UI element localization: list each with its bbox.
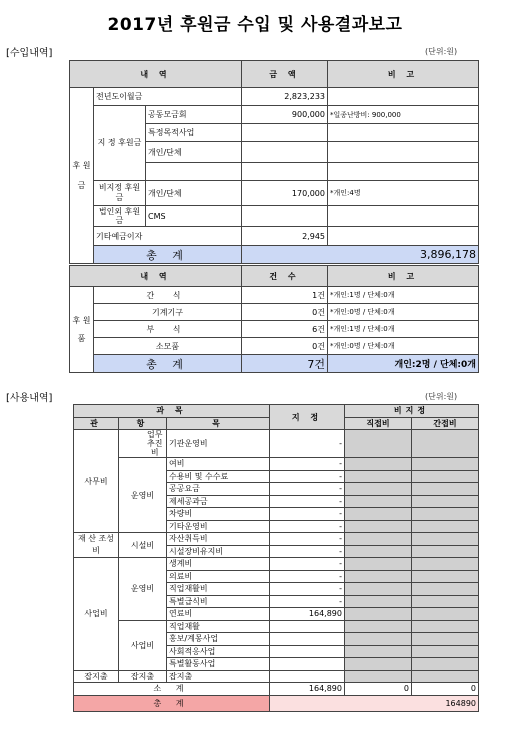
mok-item: 차량비	[167, 508, 270, 521]
table-row	[74, 558, 479, 571]
prev-month-label: 전년도이월금	[94, 88, 242, 106]
page-title: 2017년 후원금 수입 및 사용결과보고	[107, 15, 403, 35]
usage-header-nondesignated: 비지정	[345, 405, 479, 418]
mok-designated	[270, 670, 345, 683]
hang-reserve: 잡지출	[119, 670, 167, 683]
income-section-label: [수입내역]	[6, 48, 53, 59]
mok-designated: -	[270, 545, 345, 558]
usage-header-direct: 직접비	[345, 417, 412, 430]
mok-designated	[270, 645, 345, 658]
goods-item: 부 식	[94, 321, 242, 338]
mok-item: 공공요금	[167, 483, 270, 496]
table-row	[70, 304, 479, 321]
mok-designated: 164,890	[270, 608, 345, 621]
income-header-item: 내 역	[70, 61, 242, 88]
table-row	[74, 620, 479, 633]
goods-header-count: 건 수	[242, 266, 328, 287]
prev-month-note	[328, 88, 479, 106]
nd-individual-note: *개인:4명	[328, 181, 479, 206]
goods-total-count: 7건	[242, 355, 328, 373]
table-row	[70, 227, 479, 246]
table-row	[74, 670, 479, 683]
goods-item: 기계기구	[94, 304, 242, 321]
mok-item: 홍보/계몽사업	[167, 633, 270, 646]
goods-note: *개인:1명 / 단체:0개	[328, 321, 479, 338]
prev-month-amount: 2,823,233	[242, 88, 328, 106]
mok-item: 시설장비유지비	[167, 545, 270, 558]
goods-total-label: 총 계	[94, 355, 242, 373]
income-table	[69, 60, 479, 264]
mok-item: 잡지출	[167, 670, 270, 683]
mok-designated: -	[270, 458, 345, 471]
goods-count: 1건	[242, 287, 328, 304]
table-row	[74, 430, 479, 458]
table-row	[70, 321, 479, 338]
gwan-reserve: 잡지출	[74, 670, 119, 683]
income-total-label: 총 계	[94, 246, 242, 264]
usage-header-gwan: 관	[74, 417, 119, 430]
table-row	[70, 181, 479, 206]
interest-label: 기타예금이자	[94, 227, 242, 246]
usage-header-indirect: 간접비	[412, 417, 479, 430]
public-fund-amount: 900,000	[242, 106, 328, 124]
gwan-admin: 사무비	[74, 430, 119, 533]
mok-designated: -	[270, 533, 345, 546]
hang-facility: 시설비	[119, 533, 167, 558]
table-row	[74, 458, 479, 471]
goods-note: *개인:0명 / 단체:0개	[328, 304, 479, 321]
table-row	[70, 206, 479, 227]
mok-designated: -	[270, 483, 345, 496]
public-fund-label: 공동모금회	[146, 106, 242, 124]
mok-item: 자산취득비	[167, 533, 270, 546]
usage-header-hang: 항	[119, 417, 167, 430]
hang-operation: 운영비	[119, 458, 167, 533]
mok-designated: -	[270, 520, 345, 533]
mok-item: 기타운영비	[167, 520, 270, 533]
table-row	[74, 533, 479, 546]
goods-total-row	[70, 355, 479, 373]
usage-total-value: 164890	[270, 695, 479, 711]
nd-individual-label: 개인/단체	[146, 181, 242, 206]
goods-total-note: 개인:2명 / 단체:0개	[328, 355, 479, 373]
mok-item: 직업재활비	[167, 583, 270, 596]
individual-label: 개인/단체	[146, 142, 242, 163]
goods-count: 0건	[242, 338, 328, 355]
goods-count: 6건	[242, 321, 328, 338]
usage-subtotal-designated: 164,890	[270, 683, 345, 696]
interest-amount: 2,945	[242, 227, 328, 246]
usage-unit-label: (단위:원)	[425, 392, 458, 401]
usage-header-subject: 과 목	[74, 405, 270, 418]
goods-header-row	[70, 266, 479, 287]
mok-designated: -	[270, 430, 345, 458]
income-total-row	[70, 246, 479, 264]
mok-item: 사회적응사업	[167, 645, 270, 658]
mok-designated: -	[270, 508, 345, 521]
usage-header-mok: 목	[167, 417, 270, 430]
income-unit-label: (단위:원)	[425, 47, 458, 56]
income-header-amount: 금 액	[242, 61, 328, 88]
ghost-label: 법인외 후원금	[94, 206, 146, 227]
mok-item: 기관운영비	[167, 430, 270, 458]
cms-label: CMS	[146, 206, 242, 227]
goods-table	[69, 265, 479, 373]
public-fund-note: *일종난방비: 900,000	[328, 106, 479, 124]
usage-total-label: 총 계	[74, 695, 270, 711]
table-row	[70, 338, 479, 355]
usage-subtotal-direct: 0	[345, 683, 412, 696]
hang-personnel: 업무 추진비	[144, 430, 167, 458]
income-header-note: 비 고	[328, 61, 479, 88]
goods-note: *개인:1명 / 단체:0개	[328, 287, 479, 304]
mok-item: 생계비	[167, 558, 270, 571]
nondesignated-label: 비지정 후원금	[94, 181, 146, 206]
usage-subtotal-label: 소 계	[74, 683, 270, 696]
mok-designated: -	[270, 595, 345, 608]
mok-item: 제세공과금	[167, 495, 270, 508]
usage-subtotal-indirect: 0	[412, 683, 479, 696]
mok-designated	[270, 620, 345, 633]
goods-item: 소모품	[94, 338, 242, 355]
table-row	[70, 287, 479, 304]
hang-biz-business: 사업비	[119, 620, 167, 670]
table-row	[70, 106, 479, 124]
mok-designated	[270, 658, 345, 671]
goods-count: 0건	[242, 304, 328, 321]
mok-item: 의료비	[167, 570, 270, 583]
income-total-value: 3,896,178	[242, 246, 479, 264]
goods-header-note: 비 고	[328, 266, 479, 287]
mok-designated	[270, 633, 345, 646]
usage-table	[73, 404, 479, 712]
usage-header-designated: 지 정	[270, 405, 345, 430]
goods-item: 간 식	[94, 287, 242, 304]
mok-designated: -	[270, 583, 345, 596]
goods-group-label: 후 원 품	[70, 287, 94, 373]
income-header-row	[70, 61, 479, 88]
mok-designated: -	[270, 558, 345, 571]
mok-item: 수용비 및 수수료	[167, 470, 270, 483]
nd-individual-amount: 170,000	[242, 181, 328, 206]
mok-designated: -	[270, 570, 345, 583]
income-group-label: 후 원 금	[70, 88, 94, 264]
usage-header-row-1	[74, 405, 479, 418]
table-row	[70, 88, 479, 106]
gwan-property: 재 산 조성비	[74, 533, 119, 558]
mok-item: 특별급식비	[167, 595, 270, 608]
mok-designated: -	[270, 495, 345, 508]
usage-section-label: [사용내역]	[6, 393, 53, 404]
mok-item: 직업재활	[167, 620, 270, 633]
hang-biz-operation: 운영비	[119, 558, 167, 621]
usage-total-row	[74, 695, 479, 711]
goods-note: *개인:0명 / 단체:0개	[328, 338, 479, 355]
designated-label: 지 정 후원금	[94, 106, 146, 181]
special-label: 특정목적사업	[146, 124, 242, 142]
gwan-business: 사업비	[74, 558, 119, 671]
mok-item: 연료비	[167, 608, 270, 621]
goods-header-item: 내 역	[70, 266, 242, 287]
mok-designated: -	[270, 470, 345, 483]
mok-item: 특별활동사업	[167, 658, 270, 671]
mok-item: 여비	[167, 458, 270, 471]
usage-subtotal-row	[74, 683, 479, 696]
